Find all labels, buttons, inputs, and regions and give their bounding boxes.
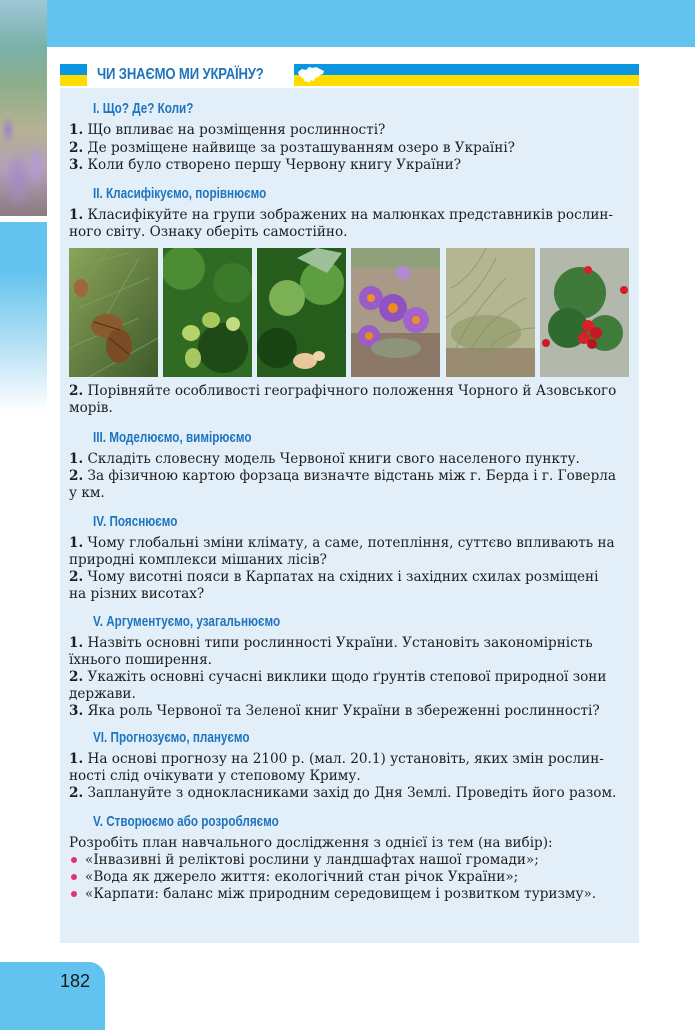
- question-3-2: 2. За фізичною картою форзаца визначте відстань між г. Берда і г. Говерла: [69, 468, 617, 484]
- section-heading-7: V. Створюємо або розробляємо: [93, 813, 279, 830]
- question-3-2-cont: у км.: [69, 485, 105, 501]
- question-1-1: 1. Що впливає на розміщення рослинності?: [69, 122, 386, 138]
- ukraine-flag-icon: [60, 64, 87, 86]
- question-5-2: 2. Укажіть основні сучасні виклики щодо ґрунтів степової природної зони: [69, 669, 607, 685]
- question-5-3: 3. Яка роль Червоної та Зеленої книг України в збереженні рослинності?: [69, 703, 600, 719]
- bullet-icon: [71, 874, 77, 880]
- page-number: 182: [60, 971, 91, 991]
- section-heading-1: I. Що? Де? Коли?: [93, 100, 194, 117]
- section-header: [60, 64, 639, 86]
- question-5-1: 1. Назвіть основні типи рослинності України. Установіть закономірність: [69, 635, 593, 651]
- ukraine-map-icon: [296, 65, 326, 87]
- section-heading-6: VI. Прогнозуємо, плануємо: [93, 729, 250, 746]
- side-gradient-band: [0, 222, 47, 412]
- question-2-2: 2. Порівняйте особливості географічного положення Чорного й Азовського: [69, 383, 617, 399]
- question-1-3: 3. Коли було створено першу Червону книгу України?: [69, 157, 462, 173]
- section-heading-2: II. Класифікуємо, порівнюємо: [93, 185, 267, 202]
- question-4-2: 2. Чому висотні пояси в Карпатах на східних і західних схилах розміщені: [69, 569, 599, 585]
- section-heading-3: III. Моделюємо, вимірюємо: [93, 429, 252, 446]
- question-6-1-cont: ності слід очікувати у степовому Криму.: [69, 768, 361, 784]
- project-topic-2: «Вода як джерело життя: екологічний стан річок України»;: [69, 869, 631, 886]
- question-2-1: 1. Класифікуйте на групи зображених на малюнках представників рослин-: [69, 207, 614, 223]
- section-heading-4: IV. Пояснюємо: [93, 513, 178, 530]
- top-color-band: [0, 0, 695, 47]
- crocus-meadow-photo: [0, 0, 47, 216]
- photo-pine-cone: [69, 248, 158, 377]
- question-6-1: 1. На основі прогнозу на 2100 р. (мал. 20.1) установіть, яких змін рослин-: [69, 751, 604, 767]
- question-1-2: 2. Де розміщене найвище за розташуванням озеро в Україні?: [69, 140, 515, 156]
- project-topic-1: «Інвазивні й реліктові рослини у ландшафтах нашої громади»;: [69, 852, 631, 869]
- question-4-1-cont: природні комплекси мішаних лісів?: [69, 552, 327, 568]
- question-2-2-cont: морів.: [69, 400, 113, 416]
- photo-oak-acorns: [163, 248, 252, 377]
- question-3-1: 1. Складіть словесну модель Червоної книги свого населеного пункту.: [69, 451, 580, 467]
- question-4-1: 1. Чому глобальні зміни клімату, а саме, потепління, суттєво впливають на: [69, 535, 615, 551]
- plant-photos-strip: [69, 248, 631, 377]
- project-intro: Розробіть план навчального дослідження з однієї із тем (на вибір):: [69, 835, 553, 851]
- bullet-icon: [71, 891, 77, 897]
- question-4-2-cont: на різних висотах?: [69, 586, 205, 602]
- question-2-1-cont: ного світу. Ознаку оберіть самостійно.: [69, 224, 348, 240]
- photo-linden-blossom: [257, 248, 346, 377]
- flag-stripe-bar: [294, 64, 639, 86]
- project-topic-3: «Карпати: баланс між природним середовищем і розвитком туризму».: [69, 886, 631, 903]
- photo-feather-grass: [446, 248, 535, 377]
- bullet-icon: [71, 857, 77, 863]
- question-6-2: 2. Заплануйте з однокласниками захід до Дня Землі. Проведіть його разом.: [69, 785, 617, 801]
- section-heading-5: V. Аргументуємо, узагальнюємо: [93, 613, 281, 630]
- page-title: ЧИ ЗНАЄМО МИ УКРАЇНУ?: [97, 66, 264, 83]
- question-5-1-cont: їхнього поширення.: [69, 652, 212, 668]
- photo-lingonberry: [540, 248, 629, 377]
- question-5-2-cont: держави.: [69, 686, 136, 702]
- photo-pasque-flower: [351, 248, 440, 377]
